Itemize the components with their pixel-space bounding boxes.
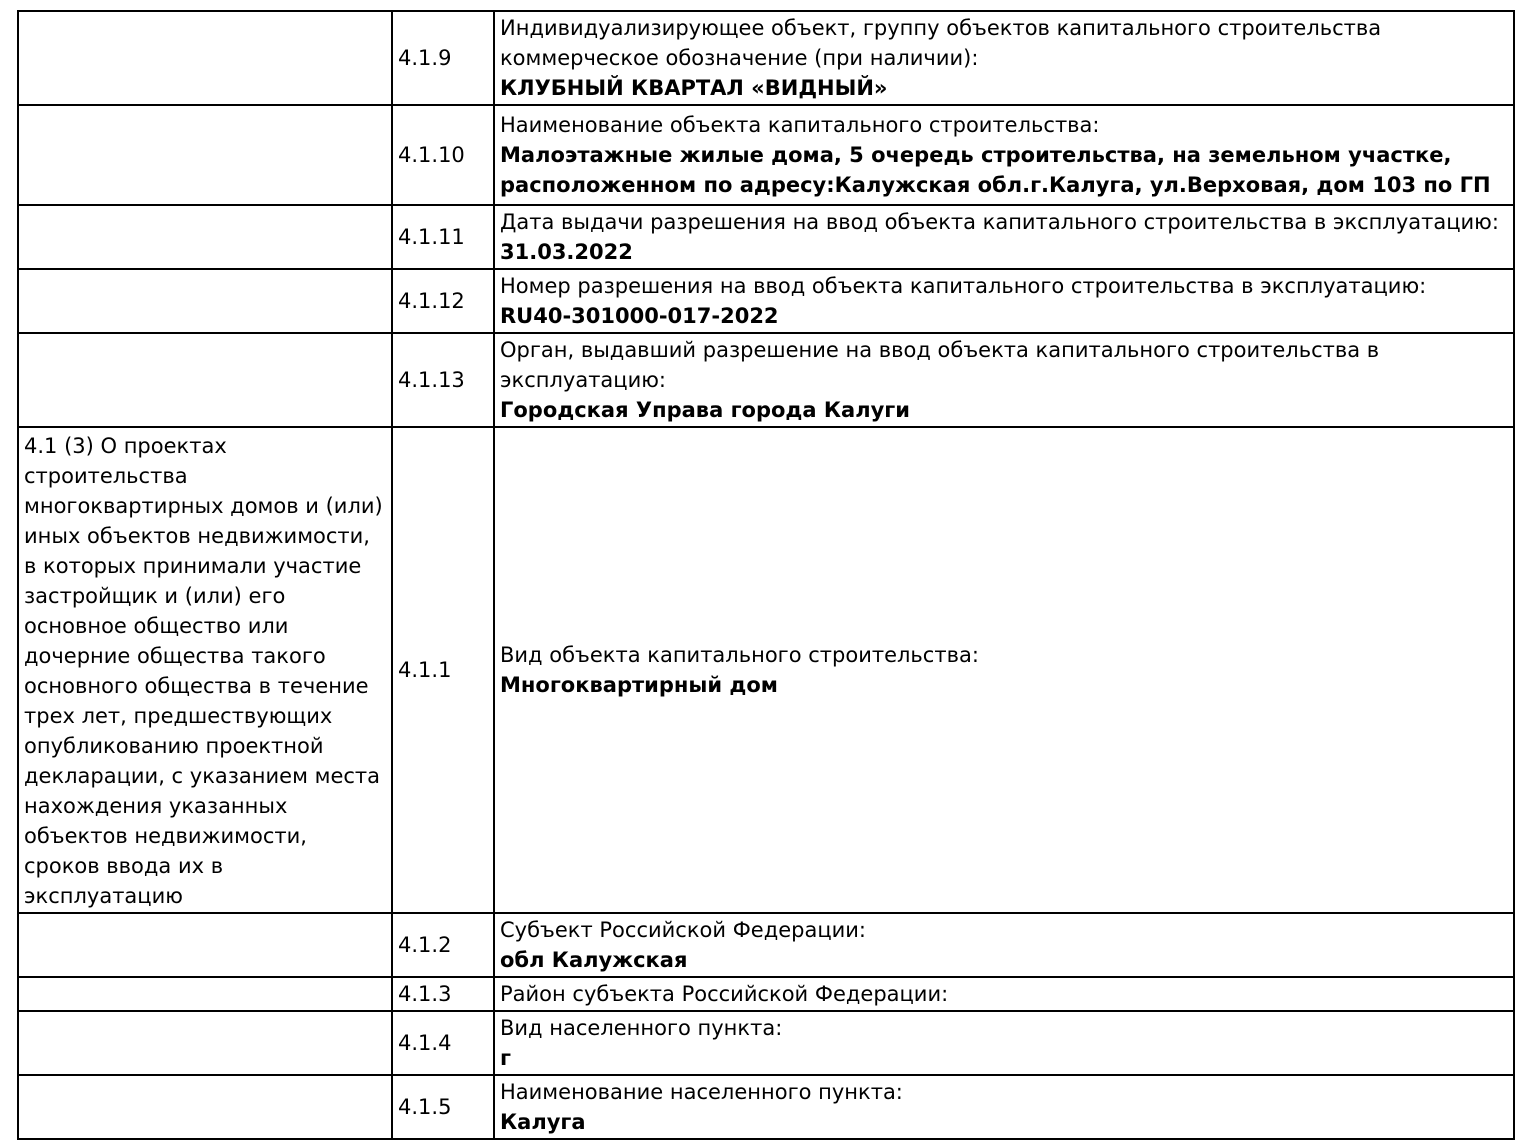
item-number-cell [392, 205, 494, 269]
field-value: Калуга [500, 1110, 586, 1134]
item-number: 4.1.4 [398, 1031, 452, 1055]
section-note-cell [18, 333, 392, 427]
field-value: КЛУБНЫЙ КВАРТАЛ «ВИДНЫЙ» [500, 76, 888, 100]
item-number: 4.1.1 [398, 658, 452, 682]
field-value: обл Калужская [500, 948, 688, 972]
item-number-cell [392, 427, 494, 913]
table-row [18, 205, 1514, 269]
section-note-cell [18, 427, 392, 913]
section-note-cell [18, 105, 392, 205]
field-label: Номер разрешения на ввод объекта капитального строительства в эксплуатацию: [500, 274, 1427, 298]
table-row [18, 427, 1514, 913]
item-content-cell [494, 1011, 1514, 1075]
item-number-cell [392, 11, 494, 105]
field-value: 31.03.2022 [500, 240, 633, 264]
item-number-cell [392, 977, 494, 1011]
section-note-cell [18, 269, 392, 333]
item-number: 4.1.5 [398, 1095, 452, 1119]
item-number-cell [392, 105, 494, 205]
field-value: Малоэтажные жилые дома, 5 очередь строительства, на земельном участке, расположенном по адресу:Калужская обл.г.Калуга, ул.Верховая, дом 103 по ГП [500, 143, 1491, 197]
item-number: 4.1.11 [398, 225, 465, 249]
field-label: Дата выдачи разрешения на ввод объекта капитального строительства в эксплуатацию: [500, 210, 1499, 234]
section-note: 4.1 (3) О проектах строительства многоквартирных домов и (или) иных объектов недвижимости, в которых принимали участие застройщик и (или) его основное общество или дочерние общества такого основного общества в течение трех лет, предшествующих опубликованию проектной декларации, с указанием места нахождения указанных объектов недвижимости, сроков ввода их в эксплуатацию [24, 434, 383, 908]
section-note-cell [18, 977, 392, 1011]
item-content-cell [494, 1075, 1514, 1139]
field-label: Субъект Российской Федерации: [500, 918, 866, 942]
project-declaration-table [17, 10, 1515, 1140]
field-label: Индивидуализирующее объект, группу объектов капитального строительства коммерческое обозначение (при наличии): [500, 16, 1382, 70]
table-row [18, 11, 1514, 105]
table-row [18, 269, 1514, 333]
item-number-cell [392, 1075, 494, 1139]
item-content-cell [494, 333, 1514, 427]
field-label: Наименование объекта капитального строительства: [500, 113, 1100, 137]
item-number-cell [392, 1011, 494, 1075]
item-content-cell [494, 977, 1514, 1011]
item-number-cell [392, 333, 494, 427]
table-row [18, 1075, 1514, 1139]
section-note-cell [18, 1011, 392, 1075]
section-note-cell [18, 913, 392, 977]
item-number: 4.1.3 [398, 982, 452, 1006]
table-row [18, 977, 1514, 1011]
table-row [18, 1011, 1514, 1075]
field-label: Вид объекта капитального строительства: [500, 643, 979, 667]
table-row [18, 913, 1514, 977]
item-content-cell [494, 11, 1514, 105]
item-content-cell [494, 269, 1514, 333]
field-value: Городская Управа города Калуги [500, 398, 910, 422]
item-number: 4.1.9 [398, 46, 452, 70]
field-label: Наименование населенного пункта: [500, 1080, 903, 1104]
section-note-cell [18, 1075, 392, 1139]
field-value: г [500, 1046, 511, 1070]
section-note-cell [18, 205, 392, 269]
item-number: 4.1.10 [398, 143, 465, 167]
section-note-cell [18, 11, 392, 105]
field-label: Район субъекта Российской Федерации: [500, 982, 949, 1006]
item-content-cell [494, 105, 1514, 205]
table-row [18, 333, 1514, 427]
item-number-cell [392, 269, 494, 333]
item-number: 4.1.12 [398, 289, 465, 313]
item-number: 4.1.13 [398, 368, 465, 392]
item-content-cell [494, 913, 1514, 977]
item-number: 4.1.2 [398, 933, 452, 957]
field-value: RU40-301000-017-2022 [500, 304, 779, 328]
field-value: Многоквартирный дом [500, 673, 778, 697]
item-number-cell [392, 913, 494, 977]
item-content-cell [494, 205, 1514, 269]
field-label: Орган, выдавший разрешение на ввод объекта капитального строительства в эксплуатацию: [500, 338, 1380, 392]
field-label: Вид населенного пункта: [500, 1016, 783, 1040]
item-content-cell [494, 427, 1514, 913]
table-row [18, 105, 1514, 205]
